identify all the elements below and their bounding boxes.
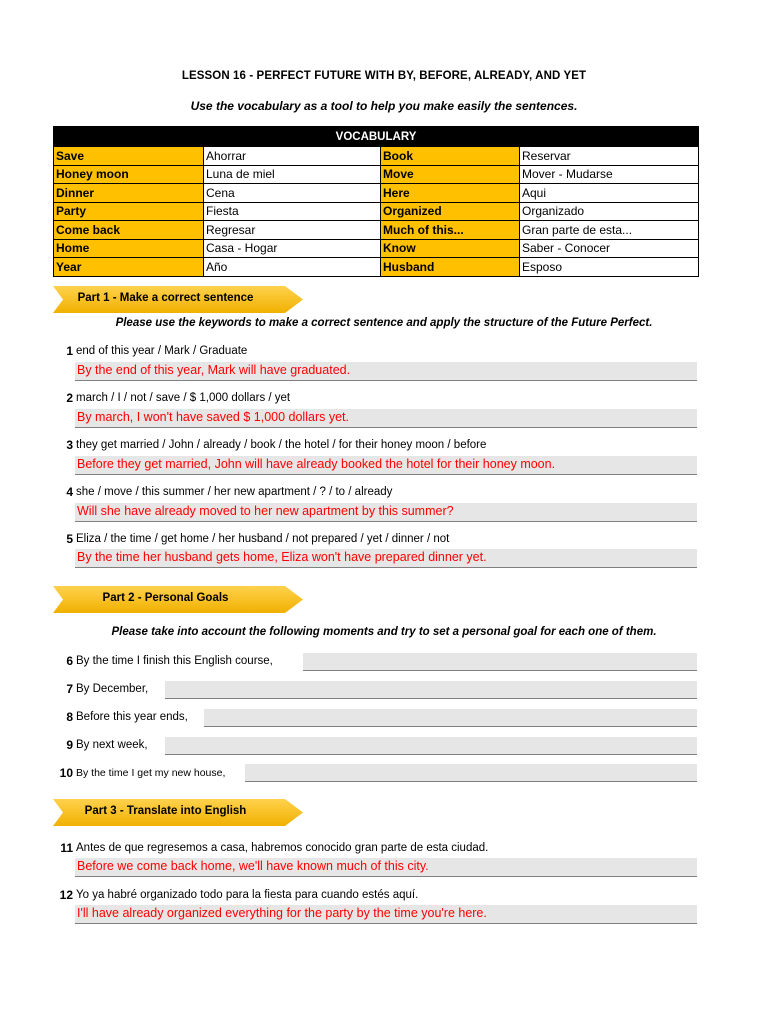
- item-prompt: they get married / John / already / book / the hotel / for their honey moon / before: [76, 439, 487, 451]
- vocab-row: [54, 184, 699, 203]
- lesson-title: LESSON 16 - PERFECT FUTURE WITH BY, BEFORE, ALREADY, AND YET: [181, 70, 587, 82]
- item-prompt: end of this year / Mark / Graduate: [76, 345, 248, 357]
- vocabulary-table: [53, 126, 699, 277]
- vocab-spanish: Cena: [204, 184, 381, 203]
- item-number: 11: [60, 841, 73, 855]
- answer-field[interactable]: [75, 905, 697, 924]
- item-prompt: she / move / this summer / her new apartment / ? / to / already: [76, 486, 393, 498]
- vocab-row: [54, 165, 699, 184]
- part1-label: Part 1 - Make a correct sentence: [77, 292, 254, 304]
- answer-field[interactable]: [75, 456, 697, 475]
- vocab-row: [54, 202, 699, 221]
- answer-text: By the time her husband gets home, Eliza won't have prepared dinner yet.: [77, 550, 487, 564]
- vocab-spanish: Esposo: [520, 258, 699, 277]
- vocab-english: Much of this...: [381, 221, 520, 240]
- vocab-spanish: Luna de miel: [204, 165, 381, 184]
- item-number: 8: [66, 710, 73, 724]
- vocab-english: Organized: [381, 202, 520, 221]
- part2-instruction: Please take into account the following moments and try to set a personal goal for each one of them.: [111, 626, 657, 638]
- goal-input[interactable]: [245, 764, 697, 782]
- vocab-english: Come back: [54, 221, 204, 240]
- vocab-row: [54, 258, 699, 277]
- vocab-row: [54, 239, 699, 258]
- vocab-spanish: Reservar: [520, 147, 699, 166]
- answer-field[interactable]: [75, 409, 697, 428]
- vocab-spanish: Año: [204, 258, 381, 277]
- vocab-spanish: Ahorrar: [204, 147, 381, 166]
- item-number: 3: [66, 438, 73, 452]
- vocab-english: Year: [54, 258, 204, 277]
- answer-text: Will she have already moved to her new apartment by this summer?: [77, 504, 454, 518]
- item-prompt: By next week,: [76, 739, 148, 751]
- item-number: 2: [66, 391, 73, 405]
- vocab-spanish: Organizado: [520, 202, 699, 221]
- item-number: 12: [59, 888, 73, 902]
- vocab-spanish: Fiesta: [204, 202, 381, 221]
- lesson-subtitle: Use the vocabulary as a tool to help you make easily the sentences.: [190, 99, 578, 113]
- part1-banner: [53, 286, 303, 313]
- part2-label: Part 2 - Personal Goals: [102, 592, 229, 604]
- item-number: 1: [66, 344, 73, 358]
- item-number: 6: [66, 654, 73, 668]
- item-prompt: By the time I finish this English course,: [76, 655, 273, 667]
- item-prompt: march / I / not / save / $ 1,000 dollars / yet: [76, 392, 291, 404]
- item-prompt: Yo ya habré organizado todo para la fiesta para cuando estés aquí.: [76, 889, 419, 901]
- answer-field[interactable]: [75, 503, 697, 522]
- vocab-spanish: Gran parte de esta...: [520, 221, 699, 240]
- vocab-spanish: Regresar: [204, 221, 381, 240]
- vocab-english: Home: [54, 239, 204, 258]
- part3-banner: [53, 799, 303, 826]
- vocab-english: Know: [381, 239, 520, 258]
- part1-instruction: Please use the keywords to make a correct sentence and apply the structure of the Future Perfect.: [115, 317, 653, 329]
- item-prompt: By the time I get my new house,: [76, 767, 226, 779]
- item-number: 5: [66, 532, 73, 546]
- vocab-spanish: Casa - Hogar: [204, 239, 381, 258]
- item-number: 10: [59, 766, 73, 780]
- part3-label: Part 3 - Translate into English: [84, 805, 247, 817]
- vocab-row: [54, 147, 699, 166]
- goal-input[interactable]: [303, 653, 697, 671]
- vocab-english: Party: [54, 202, 204, 221]
- answer-field[interactable]: [75, 362, 697, 381]
- item-prompt: By December,: [76, 683, 149, 695]
- vocab-spanish: Saber - Conocer: [520, 239, 699, 258]
- item-number: 7: [66, 682, 73, 696]
- answer-field[interactable]: [75, 858, 697, 877]
- answer-text: By march, I won't have saved $ 1,000 dollars yet.: [77, 410, 349, 424]
- vocab-row: [54, 221, 699, 240]
- answer-text: I'll have already organized everything for the party by the time you're here.: [77, 906, 487, 920]
- vocab-english: Dinner: [54, 184, 204, 203]
- vocab-english: Move: [381, 165, 520, 184]
- goal-input[interactable]: [204, 709, 697, 727]
- vocab-spanish: Mover - Mudarse: [520, 165, 699, 184]
- vocab-english: Book: [381, 147, 520, 166]
- vocabulary-header: VOCABULARY: [54, 127, 699, 147]
- vocab-spanish: Aqui: [520, 184, 699, 203]
- answer-text: Before we come back home, we'll have known much of this city.: [77, 859, 429, 873]
- item-number: 4: [66, 485, 73, 499]
- item-prompt: Antes de que regresemos a casa, habremos conocido gran parte de esta ciudad.: [76, 842, 489, 854]
- item-number: 9: [66, 738, 73, 752]
- answer-text: Before they get married, John will have already booked the hotel for their honey moon.: [77, 457, 556, 471]
- answer-field[interactable]: [75, 549, 697, 568]
- part2-banner: [53, 586, 303, 613]
- goal-input[interactable]: [165, 737, 697, 755]
- vocab-english: Save: [54, 147, 204, 166]
- vocab-english: Here: [381, 184, 520, 203]
- answer-text: By the end of this year, Mark will have graduated.: [77, 363, 351, 377]
- item-prompt: Before this year ends,: [76, 711, 188, 723]
- item-prompt: Eliza / the time / get home / her husband / not prepared / yet / dinner / not: [76, 533, 450, 545]
- goal-input[interactable]: [165, 681, 697, 699]
- vocab-english: Honey moon: [54, 165, 204, 184]
- vocab-english: Husband: [381, 258, 520, 277]
